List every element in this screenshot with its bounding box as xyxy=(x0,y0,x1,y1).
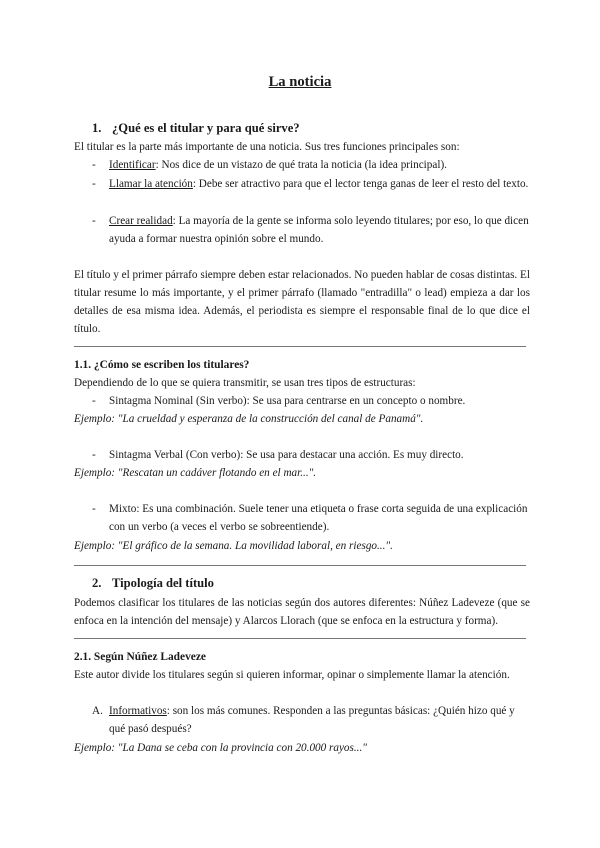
list-item-term: Llamar la atención xyxy=(109,178,193,190)
list-item xyxy=(92,702,530,738)
divider xyxy=(74,638,526,639)
section-2-number: 2. xyxy=(92,576,102,590)
section-2-paragraph: Podemos clasificar los titulares de las noticias según dos autores diferentes: Núñez Ladeveze (que se enfoca en la intención del mensaje) y Alarcos Llorach (que se enfoca en la estructura y forma). xyxy=(74,597,530,627)
divider xyxy=(74,346,526,347)
list-item-text: : Debe ser atractivo para que el lector tenga ganas de leer el resto del texto. xyxy=(192,178,529,190)
list-item: - Llamar la atención: Debe ser atractivo para que el lector tenga ganas de leer el resto del texto. xyxy=(92,178,529,190)
list-item-text: Sintagma Verbal (Con verbo): Se usa para destacar una acción. Es muy directo. xyxy=(109,449,464,461)
list-item: - Sintagma Nominal (Sin verbo): Se usa para centrarse en un concepto o nombre. xyxy=(92,392,530,410)
divider xyxy=(74,565,526,566)
list-item: - Sintagma Verbal (Con verbo): Se usa para destacar una acción. Es muy directo. xyxy=(92,446,530,464)
list-item-term: Identificar xyxy=(109,159,156,171)
section-1-title: ¿Qué es el titular y para qué sirve? xyxy=(112,121,300,135)
section-2-title: Tipología del título xyxy=(112,576,214,590)
list-item: - Mixto: Es una combinación. Suele tener una etiqueta o frase corta seguida de una explicación con un verbo (a veces el verbo se sobreentiende). xyxy=(92,500,530,536)
document-title: La noticia xyxy=(268,74,332,90)
section-1-intro: El titular es la parte más importante de una noticia. Sus tres funciones principales son: xyxy=(74,141,460,153)
section-1-1-heading: 1.1. ¿Cómo se escriben los titulares? xyxy=(74,359,250,371)
list-item-text: : La mayoría de la gente se informa solo leyendo titulares; por eso, lo que dicen ayuda a formar nuestra opinión sobre el mundo. xyxy=(109,215,529,245)
example-text: Ejemplo: "Rescatan un cadáver flotando en el mar...". xyxy=(74,467,317,479)
list-item: - Crear realidad: La mayoría de la gente se informa solo leyendo titulares; por eso, lo que dicen ayuda a formar nuestra opinión sobre el mundo. xyxy=(92,215,529,245)
list-item-letter: A. xyxy=(92,705,103,717)
example-text: Ejemplo: "La crueldad y esperanza de la construcción del canal de Panamá". xyxy=(74,413,424,425)
list-item-text: Sintagma Nominal (Sin verbo): Se usa para centrarse en un concepto o nombre. xyxy=(109,395,466,407)
section-1-heading xyxy=(92,119,530,137)
list-item-term: Informativos xyxy=(109,705,167,717)
section-1-paragraph: El título y el primer párrafo siempre deben estar relacionados. No pueden hablar de cosas distintas. El titular resume lo más importante, y el primer párrafo (llamado "entradilla" o lead) empieza a dar los detalles de esa misma idea. Además, el periodista es siempre el responsable final de lo que dice el título. xyxy=(74,269,530,335)
example-text: Ejemplo: "La Dana se ceba con la provincia con 20.000 rayos..." xyxy=(74,742,367,754)
list-item-term: Crear realidad xyxy=(109,215,173,227)
section-1-1-intro: Dependiendo de lo que se quiera transmitir, se usan tres tipos de estructuras: xyxy=(74,377,416,389)
section-2-1-intro: Este autor divide los titulares según si quieren informar, opinar o simplemente llamar la atención. xyxy=(74,669,510,681)
list-item-text: Mixto: Es una combinación. Suele tener una etiqueta o frase corta seguida de una explicación con un verbo (a veces el verbo se sobreentiende). xyxy=(109,503,528,533)
list-item: - Identificar: Nos dice de un vistazo de qué trata la noticia (la idea principal). xyxy=(92,159,447,171)
example-text: Ejemplo: "El gráfico de la semana. La movilidad laboral, en riesgo...". xyxy=(74,540,393,552)
section-2-1-heading: 2.1. Según Núñez Ladeveze xyxy=(74,651,206,663)
list-item-text: : Nos dice de un vistazo de qué trata la noticia (la idea principal). xyxy=(155,159,447,171)
section-1-number: 1. xyxy=(92,121,102,135)
list-item-text: : son los más comunes. Responden a las preguntas básicas: ¿Quién hizo qué y qué pasó después? xyxy=(109,705,515,735)
section-2-heading xyxy=(92,574,530,592)
